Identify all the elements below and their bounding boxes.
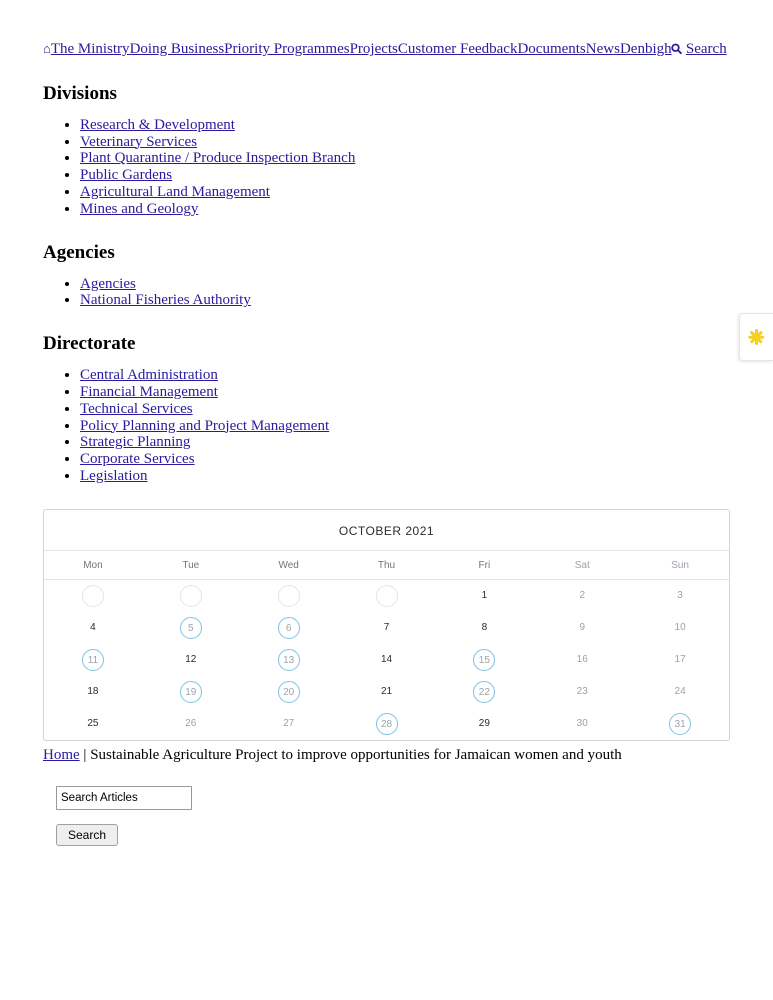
calendar-day-16[interactable]: 16 [576,653,588,665]
calendar-cell[interactable] [240,708,338,740]
link-legislation[interactable]: Legislation [80,467,148,484]
calendar-cell[interactable] [142,644,240,676]
accessibility-widget-button[interactable] [739,313,773,361]
calendar-cell[interactable] [533,676,631,708]
breadcrumb [43,747,730,764]
section-heading-divisions: Divisions [43,82,117,104]
list-item [80,117,730,134]
calendar-day-11[interactable]: 11 [82,649,104,671]
list-item [80,134,730,151]
calendar-day-1[interactable]: 1 [481,589,488,601]
home-icon[interactable]: ⌂ [43,41,51,56]
calendar-day-8[interactable]: 8 [481,621,488,633]
calendar-day-23[interactable]: 23 [576,685,588,697]
calendar-cell[interactable] [240,644,338,676]
list-item [80,367,730,384]
calendar-day-18[interactable]: 18 [87,685,99,697]
calendar-day-25[interactable]: 25 [87,717,99,729]
calendar-cell[interactable] [44,612,142,644]
link-technical-services[interactable]: Technical Services [80,400,193,417]
list-item [80,276,730,293]
list-item [80,468,730,485]
breadcrumb-separator: | [83,746,87,763]
list-item [80,451,730,468]
calendar-cell[interactable] [435,580,533,612]
calendar-cell[interactable] [44,676,142,708]
calendar-cell[interactable] [631,612,729,644]
link-strategic-planning[interactable]: Strategic Planning [80,434,191,451]
link-financial-management[interactable]: Financial Management [80,383,218,400]
list-item [80,401,730,418]
weekday-mon: Mon [44,551,142,580]
calendar-body [44,580,729,740]
calendar-day-3[interactable]: 3 [677,589,683,601]
calendar-cell[interactable] [142,708,240,740]
list-item [80,434,730,451]
calendar-day-27[interactable]: 27 [283,717,295,729]
nav-search[interactable] [668,40,727,59]
list-item [80,150,730,167]
calendar-cell[interactable] [631,580,729,612]
nav-item-projects[interactable]: Projects [349,41,398,57]
calendar-cell[interactable] [338,708,436,740]
weekday-wed: Wed [240,551,338,580]
nav-item-customer-feedback[interactable]: Customer Feedback [397,41,518,57]
nav-item-denbigh[interactable]: Denbigh [619,41,672,57]
calendar-cell[interactable] [338,612,436,644]
calendar-week-row [44,708,729,740]
calendar-cell[interactable] [533,612,631,644]
calendar-day-empty [376,585,398,607]
calendar-day-12[interactable]: 12 [185,653,197,665]
search-icon[interactable]: ⚲ [668,40,687,59]
calendar-day-21[interactable]: 21 [380,685,393,697]
breadcrumb-current-page: Sustainable Agriculture Project to improve opportunities for Jamaican women and youth [90,746,622,763]
calendar-cell[interactable] [338,676,436,708]
events-calendar[interactable] [43,509,730,741]
calendar-day-empty [180,585,202,607]
calendar-cell[interactable] [338,644,436,676]
calendar-day-20[interactable]: 20 [278,681,300,703]
nav-item-documents[interactable]: Documents [517,41,586,57]
calendar-week-row [44,612,729,644]
divisions-link-list [43,117,730,218]
list-item [80,418,730,435]
calendar-cell [338,580,436,612]
calendar-cell[interactable] [240,612,338,644]
calendar-day-10[interactable]: 10 [674,621,686,633]
calendar-day-5[interactable]: 5 [180,617,202,639]
list-item [80,184,730,201]
sun-burst-icon [748,328,766,346]
calendar-day-15[interactable]: 15 [473,649,495,671]
calendar-day-28[interactable]: 28 [376,713,398,735]
calendar-title: OCTOBER 2021 [44,510,729,551]
link-research-development[interactable]: Research & Development [80,116,235,133]
nav-item-priority-programmes[interactable]: Priority Programmes [224,41,350,57]
list-item [80,201,730,218]
list-item [80,384,730,401]
calendar-cell [44,580,142,612]
list-item [80,167,730,184]
nav-item-news[interactable]: News [585,41,620,57]
section-heading-agencies: Agencies [43,241,115,263]
calendar-day-19[interactable]: 19 [180,681,202,703]
calendar-day-31[interactable]: 31 [669,713,691,735]
calendar-week-row [44,580,729,612]
calendar-cell[interactable] [631,708,729,740]
link-policy-planning-project-management[interactable]: Policy Planning and Project Management [80,417,330,434]
weekday-thu: Thu [338,551,436,580]
calendar-cell[interactable] [435,644,533,676]
weekday-fri: Fri [435,551,533,580]
weekday-sun: Sun [631,551,729,580]
calendar-cell[interactable] [631,644,729,676]
calendar-day-13[interactable]: 13 [278,649,300,671]
section-heading-directorate: Directorate [43,333,136,355]
link-mines-and-geology[interactable]: Mines and Geology [80,200,199,217]
weekday-sat: Sat [533,551,631,580]
calendar-day-14[interactable]: 14 [380,653,393,665]
nav-item-doing-business[interactable]: Doing Business [129,41,225,57]
link-public-gardens[interactable]: Public Gardens [80,167,173,184]
calendar-day-6[interactable]: 6 [278,617,300,639]
calendar-cell[interactable] [435,676,533,708]
calendar-cell [240,580,338,612]
breadcrumb-home-link[interactable]: Home [43,746,80,763]
calendar-day-22[interactable]: 22 [473,681,495,703]
calendar-cell[interactable] [631,676,729,708]
nav-search-label[interactable]: Search [685,41,727,57]
calendar-cell[interactable] [435,708,533,740]
search-button-row [56,824,730,846]
calendar-cell [142,580,240,612]
calendar-cell[interactable] [142,612,240,644]
calendar-cell[interactable] [142,676,240,708]
calendar-day-24[interactable]: 24 [674,685,686,697]
calendar-cell[interactable] [435,612,533,644]
calendar-cell[interactable] [44,644,142,676]
calendar-day-empty [82,585,104,607]
nav-item-the-ministry[interactable]: The Ministry [50,41,130,57]
link-agricultural-land-management[interactable]: Agricultural Land Management [80,183,270,200]
calendar-week-row [44,676,729,708]
calendar-cell[interactable] [533,708,631,740]
search-button[interactable]: Search [56,824,118,846]
list-item [80,292,730,309]
calendar-day-26[interactable]: 26 [185,717,197,729]
calendar-weekday-header [44,551,729,580]
calendar-day-30[interactable]: 30 [576,717,588,729]
calendar-day-empty [278,585,300,607]
calendar-cell[interactable] [240,676,338,708]
agencies-link-list [43,276,730,310]
calendar-cell[interactable] [44,708,142,740]
calendar-day-7[interactable]: 7 [383,621,390,633]
calendar-day-29[interactable]: 29 [478,717,490,729]
directorate-link-list [43,367,730,485]
link-central-administration[interactable]: Central Administration [80,367,218,384]
main-navigation [43,40,730,59]
calendar-day-2[interactable]: 2 [579,589,585,601]
link-plant-quarantine[interactable]: Plant Quarantine / Produce Inspection Branch [80,150,356,167]
weekday-tue: Tue [142,551,240,580]
search-input[interactable] [56,786,192,810]
calendar-day-4[interactable]: 4 [90,621,96,633]
link-veterinary-services[interactable]: Veterinary Services [80,133,198,150]
link-agencies[interactable]: Agencies [80,275,136,292]
link-national-fisheries-authority[interactable]: National Fisheries Authority [80,292,251,309]
calendar-cell[interactable] [533,644,631,676]
calendar-day-17[interactable]: 17 [674,653,686,665]
calendar-cell[interactable] [533,580,631,612]
calendar-week-row [44,644,729,676]
link-corporate-services[interactable]: Corporate Services [80,451,195,468]
calendar-day-9[interactable]: 9 [579,621,585,633]
article-search-form [43,786,730,846]
